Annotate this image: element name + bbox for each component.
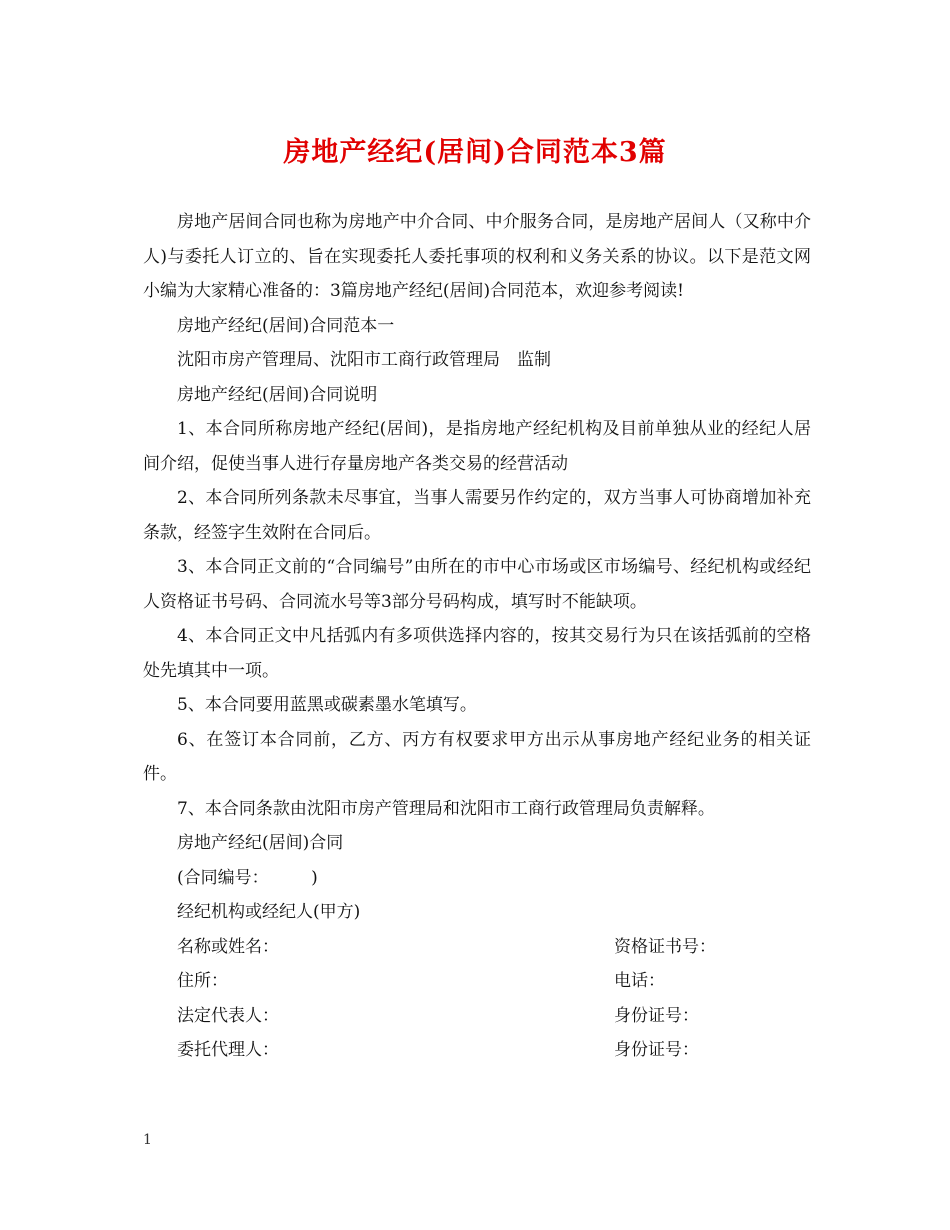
field-row [143,1033,811,1068]
instruction-item: 6、在签订本合同前，乙方、丙方有权要求甲方出示从事房地产经纪业务的相关证件。 [143,729,811,784]
supervision-line: 沈阳市房产管理局、沈阳市工商行政管理局 监制 [177,350,551,370]
field-label: 委托代理人： [177,1040,279,1060]
field-row [143,930,811,965]
contract-heading: 房地产经纪(居间)合同 [177,833,344,853]
instruction-item: 3、本合同正文前的“合同编号”由所在的市中心市场或区市场编号、经纪机构或经纪人资格证书号码、合同流水号等3部分号码构成，填写时不能缺项。 [143,557,811,612]
instruction-item: 4、本合同正文中凡括弧内有多项供选择内容的，按其交易行为只在该括弧前的空格处先填其中一项。 [143,626,811,681]
document-title: 房地产经纪(居间)合同范本3篇 [283,137,667,168]
field-label: 身份证号： [614,1040,699,1060]
intro-paragraph: 房地产居间合同也称为房地产中介合同、中介服务合同，是房地产居间人（又称中介人)与委托人订立的、旨在实现委托人委托事项的权利和义务关系的协议。以下是范文网小编为大家精心准备的：3篇房地产经纪(居间)合同范本，欢迎参考阅读! [143,212,811,301]
field-row [143,999,811,1034]
field-label: 电话： [614,971,665,991]
field-label: 名称或姓名： [177,936,279,957]
page-number: 1 [143,1132,152,1148]
field-label: 住所： [177,971,228,991]
contract-number: (合同编号： ) [177,867,318,888]
document-body [143,205,811,1068]
field-label: 法定代表人： [177,1005,279,1026]
instruction-item: 1、本合同所称房地产经纪(居间)，是指房地产经纪机构及目前单独从业的经纪人居间介绍，促使当事人进行存量房地产各类交易的经营活动 [143,419,811,474]
instruction-item: 5、本合同要用蓝黑或碳素墨水笔填写。 [177,695,477,715]
instruction-item: 2、本合同所列条款未尽事宜，当事人需要另作约定的，双方当事人可协商增加补充条款，经签字生效附在合同后。 [143,488,811,543]
section-heading: 房地产经纪(居间)合同范本一 [177,315,395,336]
party-a-heading: 经纪机构或经纪人(甲方) [177,902,361,922]
field-label: 身份证号： [614,1005,699,1026]
field-label: 资格证书号： [614,936,716,957]
instructions-heading: 房地产经纪(居间)合同说明 [177,384,378,405]
instruction-item: 7、本合同条款由沈阳市房产管理局和沈阳市工商行政管理局负责解释。 [177,798,715,819]
field-row [143,964,811,999]
